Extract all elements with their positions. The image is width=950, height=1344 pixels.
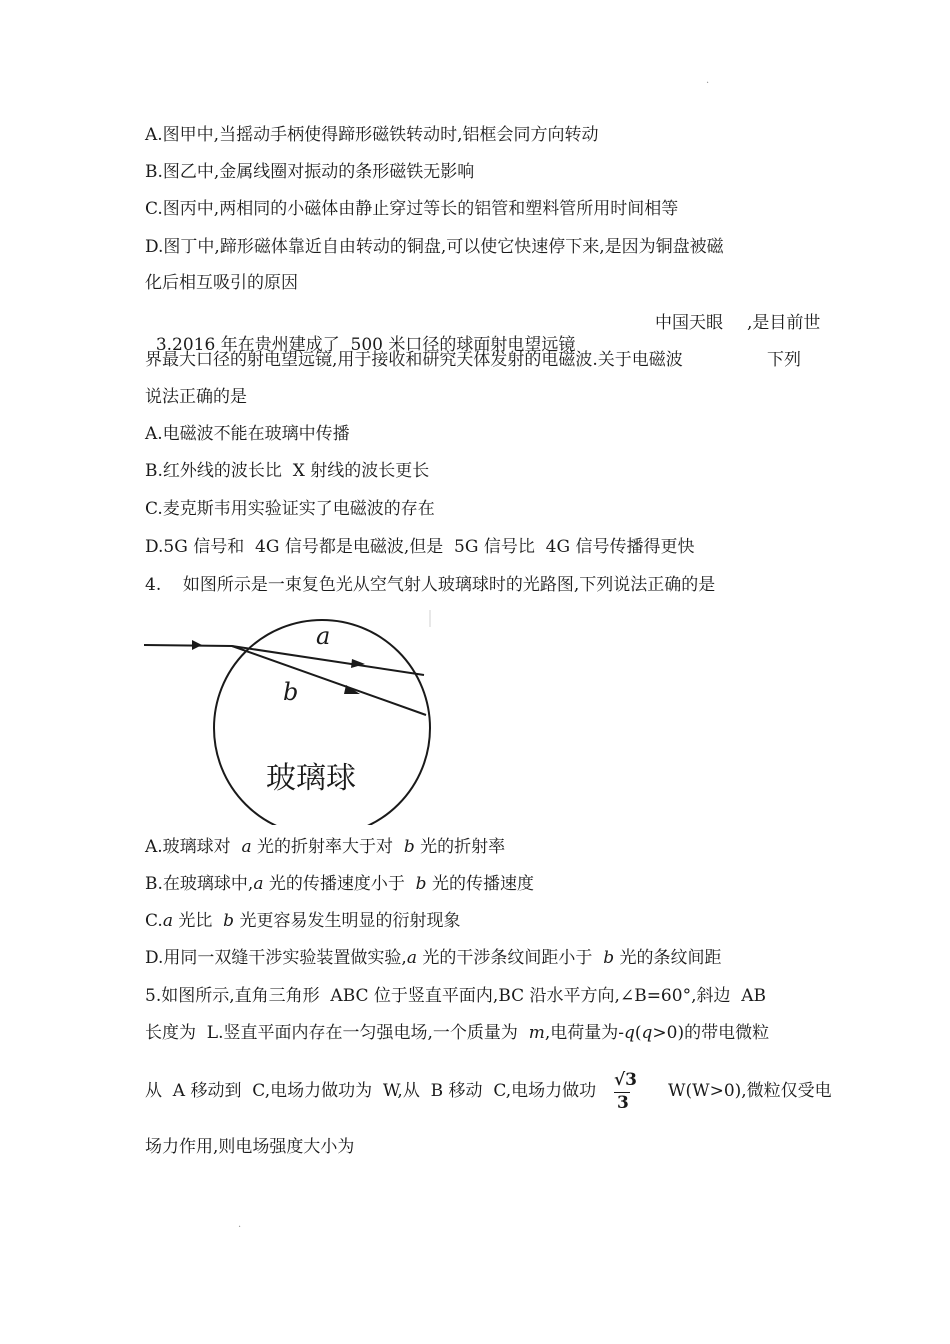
sqrt3-over-3-fraction [612, 1070, 636, 1116]
q4-option-a-text1: A.玻璃球对 [145, 837, 242, 857]
q2-option-d-line2: 化后相互吸引的原因 [145, 273, 298, 293]
q4-option-b-text3: 光的传播速度 [426, 874, 534, 894]
q4-option-a-text3: 光的折射率 [414, 837, 506, 857]
q3-stem-line3: 说法正确的是 [145, 387, 247, 407]
q5-var-q2: q [641, 1023, 653, 1043]
q4-option-b-text1: B.在玻璃球中, [145, 874, 254, 894]
q3-stem-part1: 3.2016 年在贵州建成了 500 米口径的球面射电望远镜 [155, 335, 576, 355]
ray-a [232, 646, 424, 675]
q5-stem-line4: 场力作用,则电场强度大小为 [145, 1137, 355, 1157]
ray-b-arrow-icon [344, 685, 360, 694]
q4-option-d-var-a: a [406, 948, 417, 968]
q4-option-c-text2: 光比 [172, 911, 224, 931]
q2-option-a: A.图甲中,当摇动手柄使得蹄形磁铁转动时,铝框会同方向转动 [145, 125, 599, 145]
q4-option-a [145, 836, 505, 858]
q5-stem-line3-end: W(W>0),微粒仅受电 [668, 1081, 832, 1101]
q4-option-b [145, 873, 534, 895]
q5-stem-line2-text3: >0)的带电微粒 [652, 1023, 770, 1043]
q2-option-c: C.图丙中,两相同的小磁体由静止穿过等长的铝管和塑料管所用时间相等 [145, 199, 679, 219]
scan-mark-bottom: · [238, 1222, 242, 1233]
q5-stem-line1: 5.如图所示,直角三角形 ABC 位于竖直平面内,BC 沿水平方向,∠B=60°,斜边 AB [145, 986, 767, 1006]
q5-stem-line2-text2: ,电荷量为- [544, 1023, 624, 1043]
q5-var-q1: q [624, 1023, 635, 1043]
q4-option-d-text2: 光的干涉条纹间距小于 [416, 948, 604, 968]
q5-var-m: m [528, 1023, 545, 1043]
q4-option-d-text3: 光的条纹间距 [614, 948, 722, 968]
q3-stem-line2-end: 下列 [767, 350, 801, 370]
q4-option-c-var-b: b [223, 911, 235, 931]
q3-option-d: D.5G 信号和 4G 信号都是电磁波,但是 5G 信号比 4G 信号传播得更快 [145, 537, 695, 557]
incident-arrow-icon [192, 640, 202, 650]
glass-sphere-label: 玻璃球 [266, 761, 356, 796]
q4-option-c-text1: C. [145, 911, 163, 931]
q5-stem-line2 [145, 1022, 769, 1044]
q3-stem-line2: 界最大口径的射电望远镜,用于接收和研究天体发射的电磁波.关于电磁波 [145, 350, 683, 370]
glass-sphere-light-path-figure [140, 605, 440, 825]
q2-option-b: B.图乙中,金属线圈对振动的条形磁铁无影响 [145, 162, 475, 182]
fraction-numerator: √3 [614, 1070, 638, 1090]
q3-stem-part3: ,是目前世 [747, 313, 821, 333]
q5-stem-line2-text1: 长度为 L.竖直平面内存在一匀强电场,一个质量为 [145, 1023, 529, 1043]
q4-option-d [145, 947, 722, 969]
q5-stem-line2-paren: ( [634, 1023, 642, 1043]
ray-b-label: b [283, 678, 299, 706]
q4-option-a-var-a: a [241, 837, 252, 857]
q4-option-b-text2: 光的传播速度小于 [263, 874, 416, 894]
q4-option-d-var-b: b [603, 948, 615, 968]
ray-a-label: a [316, 622, 331, 650]
q5-stem-line3: 从 A 移动到 C,电场力做功为 W,从 B 移动 C,电场力做功 [145, 1081, 597, 1101]
incident-ray [144, 645, 232, 646]
q4-option-c [145, 910, 460, 932]
q4-stem: 4. 如图所示是一束复色光从空气射人玻璃球时的光路图,下列说法正确的是 [145, 575, 716, 595]
ray-b [232, 646, 426, 715]
scan-mark-top: · [706, 78, 710, 89]
q4-option-d-text1: D.用同一双缝干涉实验装置做实验, [145, 948, 407, 968]
fraction-denominator: 3 [617, 1093, 629, 1113]
q3-option-b: B.红外线的波长比 X 射线的波长更长 [145, 461, 430, 481]
q4-option-c-var-a: a [162, 911, 173, 931]
q3-stem-tianyan: 中国天眼 [655, 313, 723, 333]
q4-option-a-text2: 光的折射率大于对 [251, 837, 404, 857]
q4-option-b-var-a: a [253, 874, 264, 894]
q3-option-a: A.电磁波不能在玻璃中传播 [145, 424, 350, 444]
q4-option-a-var-b: b [403, 837, 415, 857]
q4-option-b-var-b: b [415, 874, 427, 894]
q4-option-c-text3: 光更容易发生明显的衍射现象 [234, 911, 461, 931]
q3-option-c: C.麦克斯韦用实验证实了电磁波的存在 [145, 499, 435, 519]
q2-option-d-line1: D.图丁中,蹄形磁体靠近自由转动的铜盘,可以使它快速停下来,是因为铜盘被磁 [145, 237, 724, 257]
